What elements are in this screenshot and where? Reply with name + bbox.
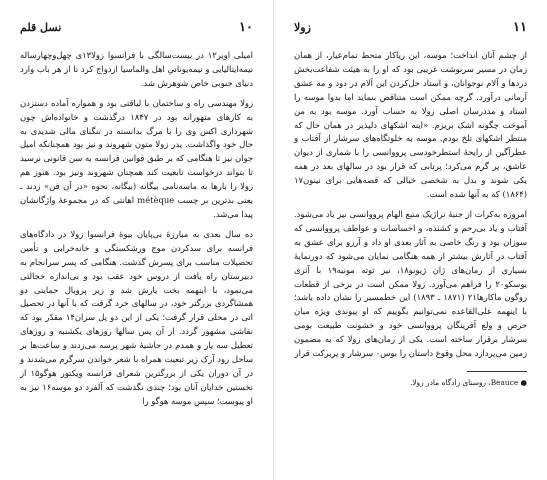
right-paragraph-2: امروزه به‌کرات از جنبهٔ تراژیک منبع الهام پرووانسی نیز یاد می‌شود. آفتاب و یاد بی‌رحم و کشنده، و احساسات و عواطف پرووانسی که سوزان بود و رنگ خاصی به آثار بعدی او داد و آرزو برای عشق به آفتاب در آثارش بیشتر از همه هنگامی نمایان می‌شود که دورنمایهٔ بسیاری از رمان‌های ژان ژیونو۱۸، نیز توته مونیه۱۹ با آثری بوسکو۲۰ را فراهم می‌آورد. زولا ممکن است در برخی از قطعات روگون ماکارها۲۱ (۱۸۷۱ ـ ۱۸۹۳) این خطمسیر را نشان داده باشد؛ با اینهمه علی‌القاعده نمی‌توانیم بگوییم که او پیوندی ویژه میان حرص و ولع آفرینگان پرووانسی خود و خشونت طبیعت بومی سرشار برقرار ساخته است. یکی از رمان‌های زولا که به مضمون زمین می‌پردازد محل وقوع داستان را بوس۰ سرشار و پربرکت قرار bbox=[294, 208, 528, 359]
left-page-header bbox=[20, 20, 253, 35]
left-running-title: نسل قلم bbox=[20, 21, 62, 34]
right-running-title: زولا bbox=[294, 21, 311, 34]
footnote: ● Beauce، روستای زادگاه مادر زولا. bbox=[409, 377, 527, 387]
left-paragraph-2: زولا مهندسی راه و ساختمان با لیاقتی بود و همواره آماده دستزدن به کارهای متهورانه بود در ۱۸۴۷ درگذشت و خانواده‌اش چون شهرداری اکس وی را با مرگ بدانسته در تنگنای مالی شدیدی به حال خود واگذاشت. پدر زولا متون شهروند و نیز بود همچنانکه امیل جوان نیز تا هنگامی که بر طبق قوانین فرانسه به سن قانونی نرسید تا بتواند درخواست تابعیت کند همچنان شهروند ونیز بود. هنوز هم زولا را بارها به ماسه‌نامی بیگانه (بیگانه، نحوه «در آن فن» زدند ـ یعنی بدترین بر چسب métèque اهانتی که در مجموعهٔ واژگانشان پیدا می‌شد. bbox=[20, 97, 253, 219]
right-page-number: ۱۱ bbox=[513, 20, 527, 35]
right-paragraph-1: از چشم آنان انداخت؛ موسه، این ریاکار متحط تمام‌عیار، از همان زمان در مسیر سرنوشت غریبی بود که او را به هیئت شفاعت‌بخش دردها و آلام نوجوانان، و استاد حل‌کردن این آلام در دود و مه عشق آرمانی درآورد. گرچه ممکن است متناقض بنماید اما بدوا موسه را استاد و مددرسان اصلی زولا به حساب آورد. موسه بود به من آموخت چگونه اشک بریزم. «اینه اشکهای دلپذیر در همان حال که منتظر اشکهای تلخ بودم. موسه به خلوتگاه‌های سرشار از آفتاب و عطرآگین از رایحهٔ استطرخودسی پرووانسی را با شماری از دیوان عاشق، پر گرم می‌کرد؛ پرتابی که قرار بود در سالهای بعد در همه یکی شوند و بدل به شخصی خیالی که قصه‌هایی برای نینون۱۷ (۱۸۶۴) که به آنها شده است. bbox=[294, 50, 527, 200]
left-page bbox=[0, 0, 273, 480]
footnote-divider bbox=[467, 371, 527, 372]
right-page bbox=[274, 0, 547, 480]
left-page-number: ۱۰ bbox=[239, 20, 253, 35]
left-paragraph-3: ده سال بعدی به مبارزهٔ بی‌پایان بیوهٔ فرانسوا زولا در دادگاه‌های فرانسه برای سدکردن موج ورشکستگی و خانه‌خرابی و تأمین تحصیلات مناسب برای پسرش گذشت. هنگامی که پسر سرانجام به دبیرستان راه یافت از دروس خود عقب بود و بی‌اندازه خجالتی می‌نمود، با اینهمه بخت یارش شد و زیر پروبال حمایتی دو همشاگردی بزرگتر خود، در سالهای خرد گرفت که با آنها در تحصیل اتی در محلی قرار گرفت؛ یکی از این دو پل سزان۱۴ مقدّر بود که نقاشی مشهور گردد. از آن پس سالها روزهای یکشنبه و روزهای تعطیل سه یار و همدم در حاشیهٔ شهر پرسه می‌زدند و ساعت‌ها بر ساحل رود آرک زیر تبعیت همراه با شعر خواندن سرگرم می‌شدند و در آن دوران یکی از بزرگترین شعرای فرانسه ویکتور هوگو۱۵ از نخستین خدایان آنان بود؛ چندی نگذشت که آلفرد دو موسه۱۶ نیز به او پیوست؛ سپس موسه هوگو را bbox=[20, 228, 254, 406]
left-paragraph-1: امیلی اوبر۱۲ در بیست‌سالگی با فرانسوا زولا۱۳ی چهل‌وچهارساله نیمه‌ایتالیایی و نیمه‌یونانیِ اهل والماسیا ازدواج کرد تا از هر باب وارد دنیای جنوبی خاص شوهرش شد. bbox=[20, 50, 253, 88]
right-page-header bbox=[294, 20, 527, 35]
